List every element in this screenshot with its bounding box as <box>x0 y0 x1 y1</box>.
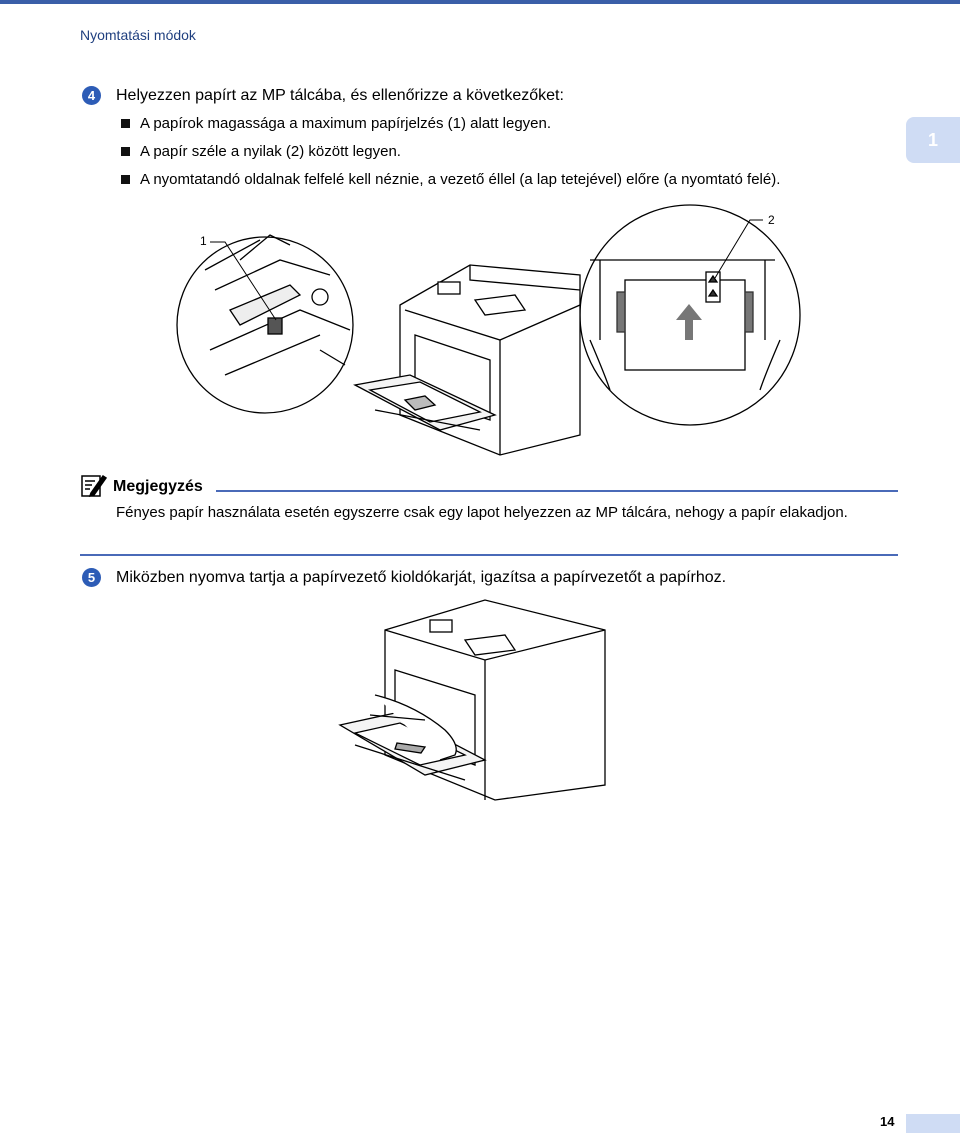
header-rule <box>0 0 960 4</box>
bullet-item: A nyomtatandó oldalnak felfelé kell néznie, a vezető éllel (a lap tetejével) előre (a nyomtató felé). <box>140 171 781 188</box>
step-text: Miközben nyomva tartja a papírvezető kioldókarját, igazítsa a papírvezetőt a papírhoz. <box>116 569 727 586</box>
step-number-badge: 4 <box>82 86 101 105</box>
bullet-item: A papírok magassága a maximum papírjelzés (1) alatt legyen. <box>140 115 552 132</box>
note-bottom-rule <box>80 554 898 556</box>
page-header-title: Nyomtatási módok <box>80 27 196 43</box>
note-title: Megjegyzés <box>113 478 203 495</box>
figure-paper-guide-adjust <box>335 595 615 805</box>
note-text: Fényes papír használata esetén egyszerre csak egy lapot helyezzen az MP tálcára, nehogy a papír elakadjon. <box>116 504 848 521</box>
callout-label: 1 <box>200 234 207 248</box>
note-rule <box>216 490 898 492</box>
page-number: 14 <box>880 1114 895 1129</box>
bullet-square <box>121 147 130 156</box>
callout-label: 2 <box>768 213 775 227</box>
chapter-tab: 1 <box>906 117 960 163</box>
bullet-item: A papír széle a nyilak (2) között legyen. <box>140 143 401 160</box>
bullet-square <box>121 119 130 128</box>
note-icon <box>80 473 108 499</box>
bullet-square <box>121 175 130 184</box>
step-number-badge: 5 <box>82 568 101 587</box>
figure-mp-tray-loading <box>170 200 810 465</box>
step-text: Helyezzen papírt az MP tálcába, és ellenőrizze a következőket: <box>116 87 564 104</box>
page-number-tab <box>906 1114 960 1133</box>
